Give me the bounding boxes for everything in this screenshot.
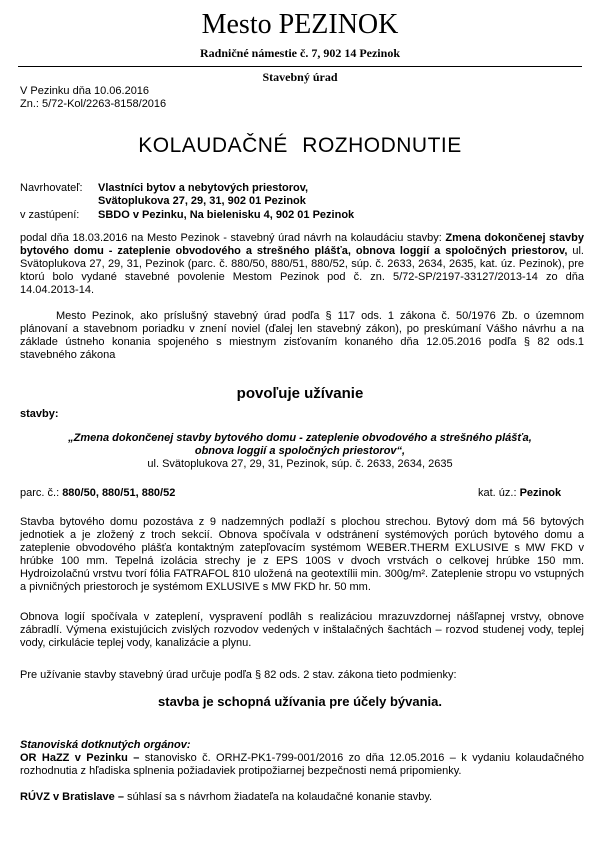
- opinion-health-authority-text: súhlasí sa s návrhom žiadateľa na kolaudačné konanie stavby.: [123, 791, 433, 803]
- opinion-fire-rescue-authority: OR HaZZ v Pezinku –: [20, 752, 140, 764]
- conditions-intro: Pre užívanie stavby stavebný úrad určuje podľa § 82 ods. 2 stav. zákona tieto podmienky:: [20, 669, 457, 681]
- opinion-fire-rescue: [20, 752, 584, 778]
- application-rest: ul. Svätoplukova 27, 29, 31, Pezinok (parc. č. 880/50, 880/51, 880/52, súp. č. 2633, 2634, 2635, kat. úz. Pezinok), pre ktorú bolo vydané stavebné povolenie Mestom Pezinok pod č. zn. 5/72-SP/2197-33127/2013-14 zo dňa 14.04.2013-14.: [20, 245, 584, 296]
- opinion-health-authority: [20, 791, 584, 804]
- project-name-line1: „Zmena dokončenej stavby bytového domu - zateplenie obvodového a strešného plášťa,: [68, 432, 532, 444]
- authority-paragraph: Mesto Pezinok, ako príslušný stavebný úrad podľa § 117 ods. 1 zákona č. 50/1976 Zb. o územnom plánovaní a stavebnom poriadku v znení noviel (ďalej len stavebný zákon), po preskúmaní Vášho návrhu a na základe ústneho konania spojeného s miestnym zisťovaním konaného dňa 12.05.2016 podľa § 82 ods.1 stavebného zákona: [20, 310, 584, 361]
- opinions-heading: Stanoviská dotknutých orgánov:: [20, 739, 191, 751]
- reference-number: Zn.: 5/72-Kol/2263-8158/2016: [20, 98, 167, 110]
- opinion-health-authority-name: RÚVZ v Bratislave –: [20, 791, 124, 803]
- applicant-address: Svätoplukova 27, 29, 31, 902 01 Pezinok: [98, 195, 306, 207]
- project-name: [0, 432, 600, 458]
- renovation-description: Obnova logií spočívala v zateplení, vyspravení podlâh s realizáciou mrazuvzdornej nášľapnej vrstvy, obnove zábradlí. Výmena existujúcich zvislých rozvodov vedených v inštalačných šachtách – rozvod studenej vody, teplej vody, cirkulácie teplej vody, kanalizácie a plynu.: [20, 611, 584, 649]
- cadastral-value: Pezinok: [519, 487, 562, 499]
- cadastral-area: [478, 487, 561, 500]
- representative-name: SBDO v Pezinku, Na bielenisku 4, 902 01 Pezinok: [98, 209, 355, 221]
- application-project: Zmena dokončenej stavby bytového domu - zateplenie obvodového a strešného plášťa, obnova loggií a spoločných priestorov,: [20, 232, 584, 257]
- cadastral-label: kat. úz.:: [478, 487, 520, 499]
- project-address: ul. Svätoplukova 27, 29, 31, Pezinok, súp. č. 2633, 2634, 2635: [147, 458, 453, 470]
- header-divider: [18, 66, 582, 67]
- applicant-name: Vlastníci bytov a nebytových priestorov,: [98, 182, 309, 194]
- project-name-line2: obnova loggií a spoločných priestorov“,: [194, 445, 406, 457]
- place-date: V Pezinku dňa 10.06.2016: [20, 85, 150, 97]
- office-address: Radničné námestie č. 7, 902 14 Pezinok: [200, 46, 400, 60]
- parcel-value: 880/50, 880/51, 880/52: [62, 487, 176, 499]
- representative-label: v zastúpení:: [20, 209, 80, 221]
- stavby-label: stavby:: [20, 408, 59, 420]
- application-intro: podal dňa 18.03.2016 na Mesto Pezinok - stavebný úrad návrh na kolaudáciu stavby:: [20, 232, 446, 244]
- application-paragraph: [20, 232, 584, 297]
- office-name: Stavebný úrad: [262, 70, 338, 84]
- applicant-label: Navrhovateľ:: [20, 182, 83, 194]
- city-heading: Mesto PEZINOK: [201, 9, 399, 40]
- usage-condition: stavba je schopná užívania pre účely bývania.: [158, 694, 442, 709]
- opinion-fire-rescue-text: stanovisko č. ORHZ-PK1-799-001/2016 zo dňa 12.05.2016 – k vydaniu kolaudačného rozhodnutia z hľadiska splnenia požiadaviek protipožiarnej bezpečnosti nemá pripomienky.: [20, 752, 584, 777]
- document-title: KOLAUDAČNÉ ROZHODNUTIE: [138, 134, 462, 157]
- decision-verdict: povoľuje užívanie: [236, 385, 364, 402]
- parcel-label: parc. č.:: [20, 487, 63, 499]
- parcel-number: [20, 487, 175, 500]
- building-description: Stavba bytového domu pozostáva z 9 nadzemných podlaží s plochou strechou. Bytový dom má 56 bytových jednotiek a je zložený z troch sekcií. Obnova spočívala v odstránení systémových porúch bytového domu a zateplenie obvodového plášťa kontaktným zatepľovacím systémom WEBER.THERM EXLUSIVE s MW FKD v hrúbke 100 mm. Tepelná izolácia strechy je z EPS 100S v dvoch vrstvách o celkovej hrúbke 150 mm. Hydroizolačnú vrstvu tvorí fólia FATRAFOL 810 uložená na geotextílii min. 300g/m². Zateplenie stropu vo vstupných a pivničných priestoroch je systémom EXLUSIVE s MW FKD hr. 50 mm.: [20, 516, 584, 593]
